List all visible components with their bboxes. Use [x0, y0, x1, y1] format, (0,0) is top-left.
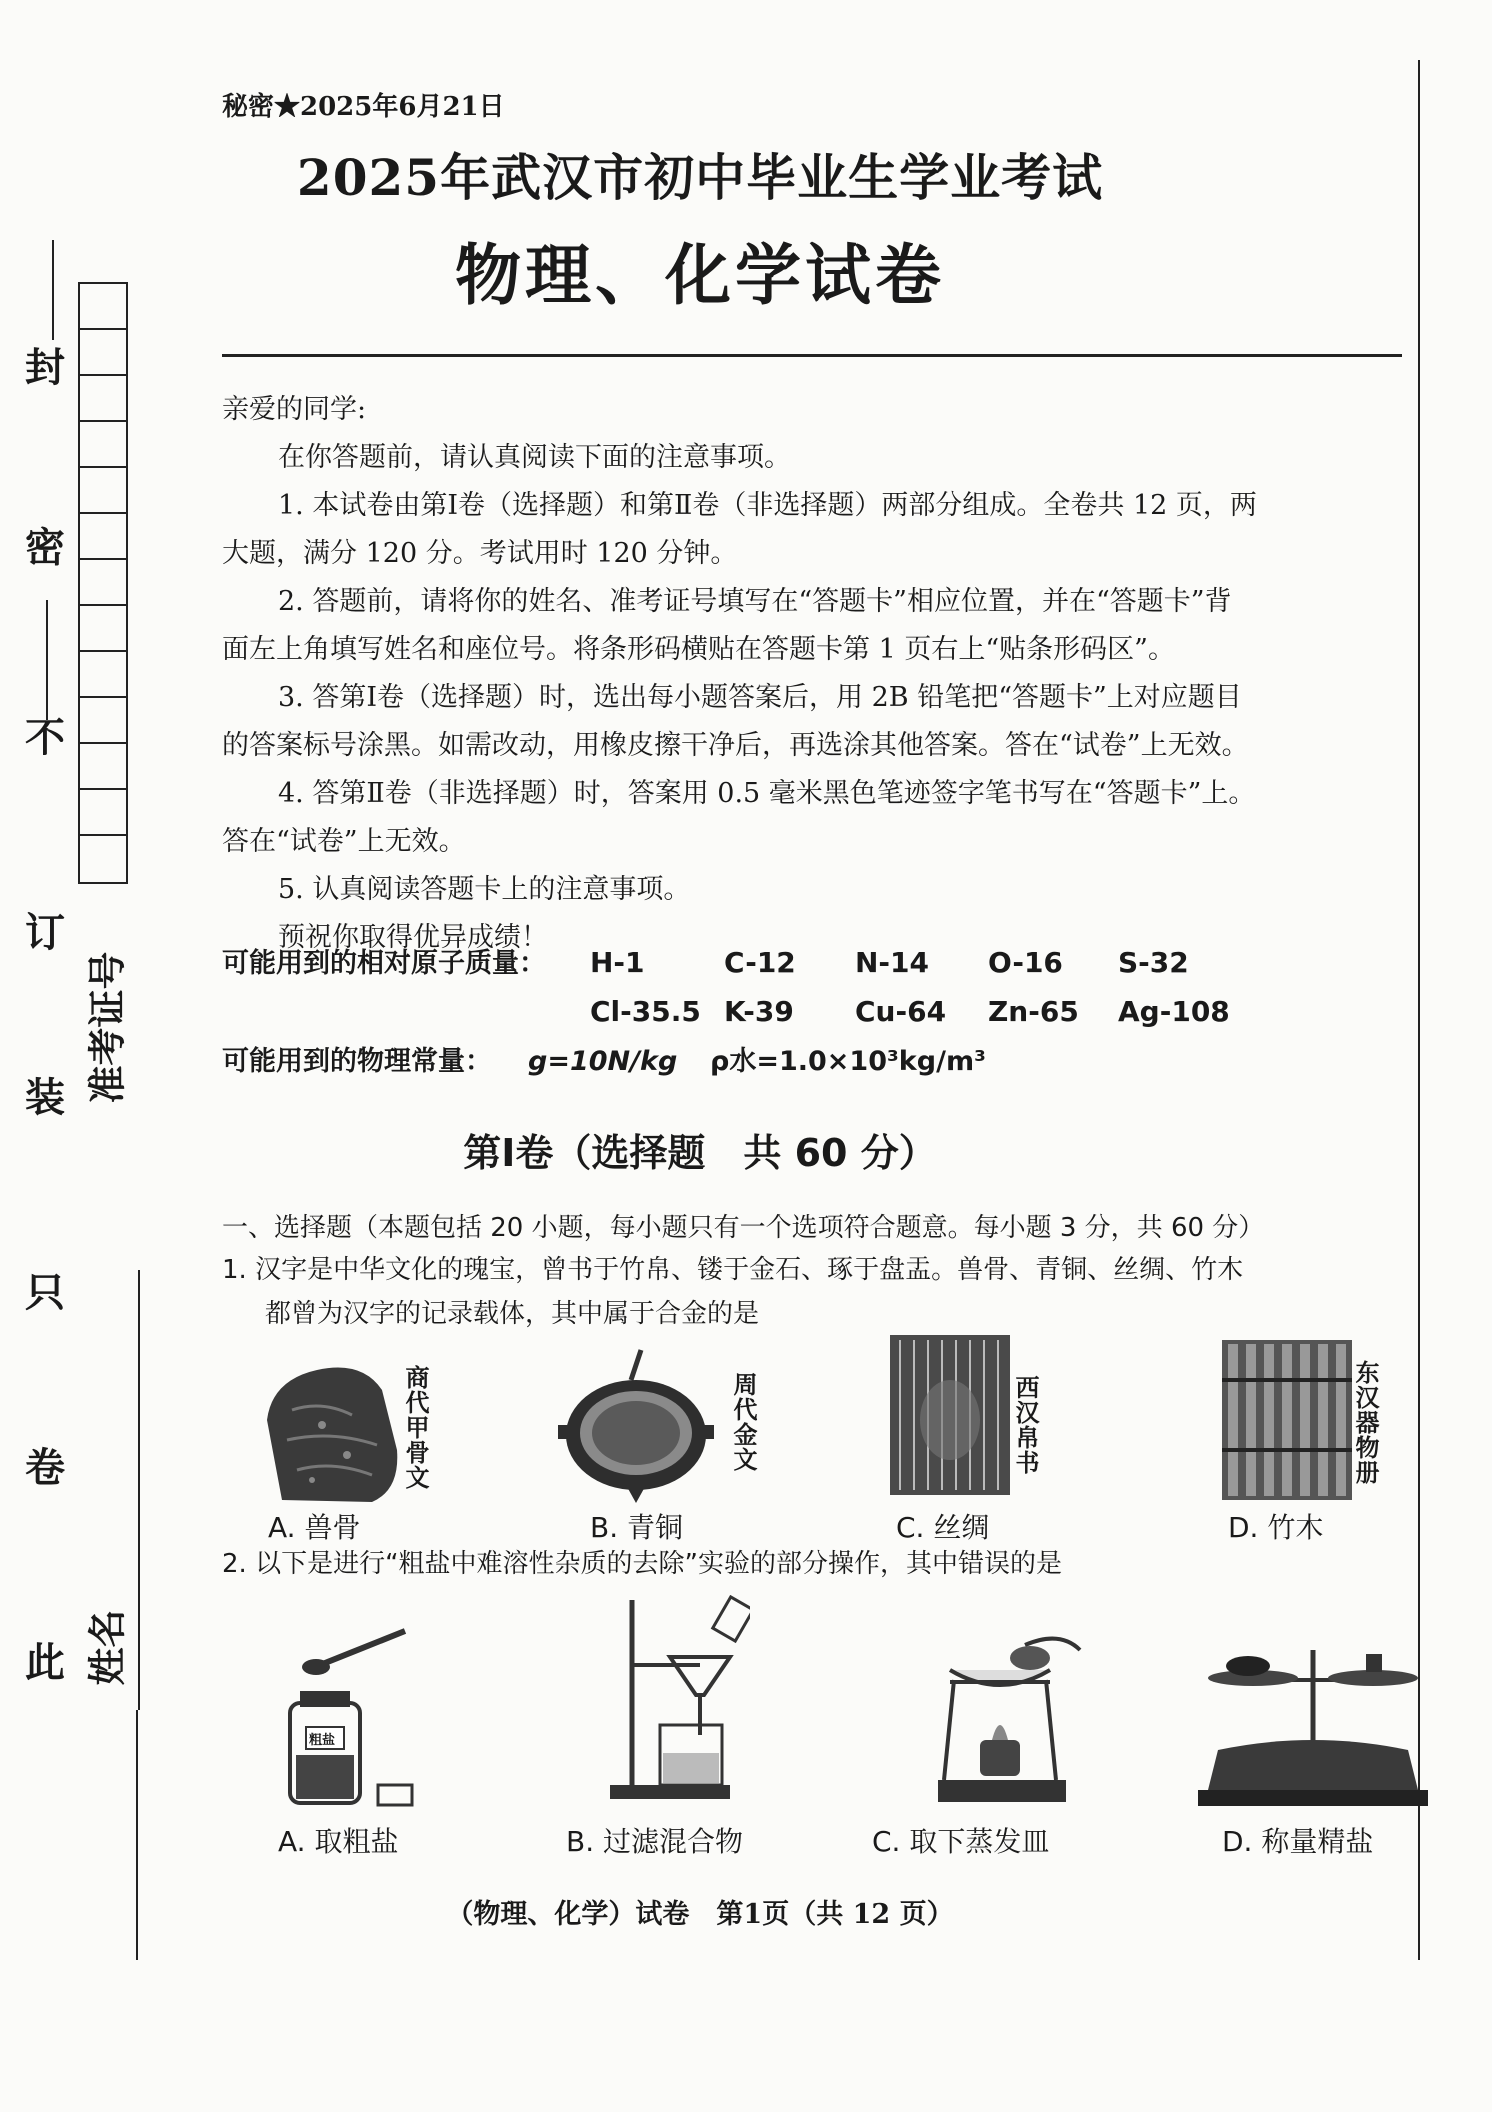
seal-char: 密 — [25, 524, 65, 571]
bamboo-slips-image — [1222, 1340, 1352, 1500]
notice-greeting: 亲爱的同学: — [222, 394, 367, 425]
option-label: B. 过滤混合物 — [566, 1825, 744, 1858]
option-label: D. 称量精盐 — [1222, 1825, 1374, 1858]
option-label: D. 竹木 — [1228, 1511, 1324, 1544]
page-footer: （物理、化学）试卷 第1页（共 12 页） — [446, 1899, 954, 1930]
notice-item-5: 5. 认真阅读答题卡上的注意事项。 — [278, 874, 691, 905]
seal-char: 只 — [25, 1269, 65, 1316]
section-instruction: 一、选择题（本题包括 20 小题，每小题只有一个选项符合题意。每小题 3 分，共 60 分） — [222, 1213, 1265, 1243]
option-caption: 东汉器物册 — [1351, 1360, 1380, 1485]
secret-line: 秘密★2025年6月21日 — [222, 92, 505, 122]
notice-item-4: 4. 答第Ⅱ卷（非选择题）时，答案用 0.5 毫米黑色笔迹签字笔书写在“答题卡”上。 — [278, 778, 1256, 809]
atomic-mass: O-16 — [988, 946, 1063, 979]
section-title: 第Ⅰ卷（选择题 共 60 分） — [463, 1131, 937, 1175]
notice-intro: 在你答题前，请认真阅读下面的注意事项。 — [278, 442, 791, 473]
name-underline — [138, 1270, 140, 1710]
gravity-constant: g=10N/kg — [528, 1046, 678, 1077]
option-label: C. 取下蒸发皿 — [872, 1825, 1050, 1858]
seal-char: 订 — [25, 909, 65, 956]
atomic-mass: N-14 — [855, 946, 930, 979]
water-density-constant: ρ水=1.0×10³kg/m³ — [710, 1046, 986, 1077]
atomic-mass: Ag-108 — [1118, 995, 1230, 1028]
question-2-stem: 2. 以下是进行“粗盐中难溶性杂质的去除”实验的部分操作，其中错误的是 — [222, 1549, 1063, 1579]
margin-border-line — [136, 1710, 138, 1960]
jar-label: 粗盐 — [309, 1733, 336, 1748]
atomic-mass: Zn-65 — [988, 995, 1079, 1028]
physical-constant-label: 可能用到的物理常量： — [222, 1046, 492, 1077]
option-caption: 商代甲骨文 — [401, 1365, 430, 1490]
salt-jar-spoon-image — [280, 1625, 430, 1815]
exam-title: 2025年武汉市初中毕业生学业考试 — [296, 148, 1104, 207]
atomic-mass: H-1 — [590, 946, 645, 979]
filtration-apparatus-image — [600, 1595, 750, 1805]
question-1-stem-cont: 都曾为汉字的记录载体，其中属于合金的是 — [265, 1299, 760, 1329]
question-1-stem: 1. 汉字是中华文化的瑰宝，曾书于竹帛、镂于金石、琢于盘盂。兽骨、青铜、丝绸、竹木 — [222, 1255, 1244, 1285]
option-label: C. 丝绸 — [896, 1511, 990, 1544]
notice-item-2: 2. 答题前，请将你的姓名、准考证号填写在“答题卡”相应位置，并在“答题卡”背 — [278, 586, 1232, 617]
exam-id-label: 准考证号 — [85, 951, 130, 1104]
balance-scale-image — [1198, 1640, 1428, 1810]
seal-char: 卷 — [25, 1444, 65, 1491]
header-rule — [222, 354, 1402, 357]
binding-line — [46, 600, 48, 720]
notice-item-1-cont: 大题，满分 120 分。考试用时 120 分钟。 — [222, 538, 738, 569]
atomic-mass: Cu-64 — [855, 995, 947, 1028]
notice-wish: 预祝你取得优异成绩！ — [278, 922, 548, 953]
oracle-bone-image — [262, 1360, 402, 1510]
seal-char: 封 — [25, 344, 65, 391]
atomic-mass-label: 可能用到的相对原子质量： — [222, 948, 546, 979]
option-label: B. 青铜 — [590, 1511, 684, 1544]
notice-item-1: 1. 本试卷由第Ⅰ卷（选择题）和第Ⅱ卷（非选择题）两部分组成。全卷共 12 页，两 — [278, 490, 1257, 521]
atomic-mass: Cl-35.5 — [590, 995, 701, 1028]
option-label: A. 取粗盐 — [278, 1825, 399, 1858]
notice-item-3-cont: 的答案标号涂黑。如需改动，用橡皮擦干净后，再选涂其他答案。答在“试卷”上无效。 — [222, 730, 1249, 761]
paper-subject-title: 物理、化学试卷 — [455, 236, 945, 314]
seal-char: 装 — [25, 1074, 65, 1121]
notice-item-2-cont: 面左上角填写姓名和座位号。将条形码横贴在答题卡第 1 页右上“贴条形码区”。 — [222, 634, 1175, 665]
binding-line-top — [52, 240, 54, 340]
atomic-mass: K-39 — [724, 995, 794, 1028]
option-caption: 西汉帛书 — [1011, 1375, 1040, 1475]
evaporating-dish-image — [930, 1630, 1090, 1810]
silk-manuscript-image — [890, 1335, 1010, 1495]
option-caption: 周代金文 — [729, 1372, 758, 1472]
atomic-mass: S-32 — [1118, 946, 1189, 979]
notice-item-4-cont: 答在“试卷”上无效。 — [222, 826, 466, 857]
bronze-vessel-image — [556, 1345, 716, 1505]
seal-char: 不 — [25, 714, 65, 761]
seal-char: 此 — [25, 1639, 65, 1686]
option-label: A. 兽骨 — [268, 1511, 361, 1544]
name-label: 姓名 — [85, 1609, 130, 1686]
notice-item-3: 3. 答第Ⅰ卷（选择题）时，选出每小题答案后，用 2B 铅笔把“答题卡”上对应题目 — [278, 682, 1242, 713]
exam-id-boxes[interactable] — [78, 282, 128, 884]
atomic-mass: C-12 — [724, 946, 796, 979]
